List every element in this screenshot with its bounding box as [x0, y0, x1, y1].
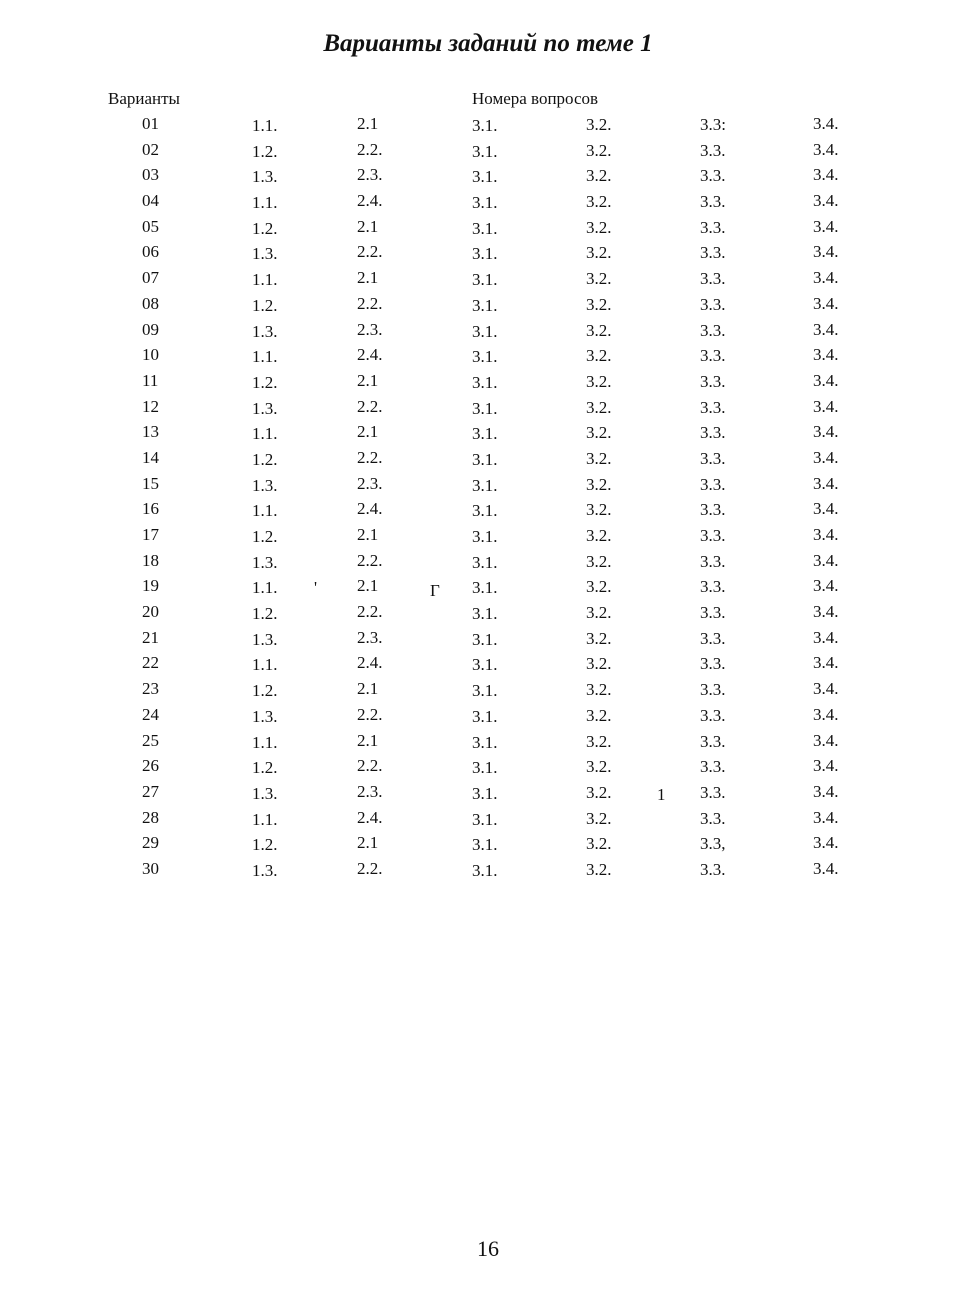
question-number-cell: 3.2.: [586, 603, 612, 623]
variant-number-cell: 18: [142, 550, 159, 570]
question-number-cell: 3.4.: [813, 191, 839, 211]
question-number-cell: 3.1.: [472, 527, 498, 546]
question-number-cell: 3.3.: [700, 705, 726, 725]
table-row: [0, 474, 976, 500]
question-number-cell: 3.1.: [472, 706, 498, 726]
question-number-cell: 3.2.: [586, 320, 612, 340]
variant-number-cell: 10: [142, 345, 159, 365]
question-number-cell: 3.2.: [586, 680, 612, 700]
question-number-cell: 3.1.: [472, 398, 498, 418]
question-number-cell: 3.2.: [586, 808, 612, 828]
table-row: [0, 808, 976, 834]
question-number-cell: 2.1: [357, 216, 379, 236]
question-number-cell: 3.1.: [472, 629, 498, 649]
question-number-cell: 3.4.: [813, 653, 839, 673]
question-number-cell: 1.1.: [252, 732, 278, 752]
question-number-cell: 1.2.: [252, 372, 278, 392]
question-number-cell: 2.4.: [357, 345, 383, 365]
question-number-cell: 1.3.: [252, 552, 278, 572]
table-row: [0, 756, 976, 782]
question-number-cell: 3.2.: [586, 474, 612, 494]
question-number-cell: 2.2.: [357, 550, 383, 570]
question-number-cell: 1.3.: [252, 167, 278, 187]
question-number-cell: 3.3.: [700, 859, 726, 879]
question-number-cell: 1.2.: [252, 758, 278, 778]
table-row: [0, 140, 976, 166]
question-number-cell: 3.2.: [586, 757, 612, 777]
stray-digit-mark: 1: [657, 785, 666, 804]
question-number-cell: 3.3.: [700, 192, 726, 212]
variant-number-cell: 01: [142, 114, 159, 133]
question-number-cell: 2.3.: [357, 781, 383, 801]
table-row: [0, 320, 976, 346]
question-number-cell: 2.1: [357, 576, 379, 596]
table-row: [0, 114, 976, 140]
question-number-cell: 1.1.: [252, 116, 278, 135]
question-number-cell: 3.1.: [472, 552, 498, 572]
question-number-cell: 3.2.: [586, 192, 612, 212]
question-number-cell: 2.3.: [357, 165, 383, 185]
question-number-cell: 3.2.: [586, 294, 612, 314]
variant-number-cell: 27: [142, 781, 159, 801]
question-number-cell: 3.4.: [813, 345, 839, 365]
question-number-cell: 3.4.: [813, 807, 839, 827]
question-number-cell: 3.3,: [700, 834, 726, 854]
question-number-cell: 3.4.: [813, 730, 839, 750]
question-number-cell: 2.1: [357, 730, 379, 750]
question-number-cell: 1.2.: [252, 295, 278, 315]
question-number-cell: 1.1.: [252, 501, 278, 521]
variant-number-cell: 02: [142, 139, 159, 159]
question-number-cell: 2.3.: [357, 473, 383, 493]
question-number-cell: 3.3.: [700, 423, 726, 443]
question-number-cell: 3.1.: [472, 860, 498, 880]
question-number-cell: 3.3.: [700, 808, 726, 828]
question-number-cell: 3.4.: [813, 370, 839, 390]
question-number-cell: 3.2.: [586, 346, 612, 366]
question-number-cell: 3.4.: [813, 216, 839, 236]
question-number-cell: 3.1.: [472, 321, 498, 341]
question-number-cell: 1.3.: [252, 244, 278, 264]
question-number-cell: 2.2.: [357, 602, 383, 622]
question-number-cell: 3.1.: [472, 732, 498, 752]
question-number-cell: 1.1.: [252, 193, 278, 213]
table-row: [0, 551, 976, 577]
question-number-cell: 3.1.: [472, 783, 498, 803]
question-number-cell: 3.4.: [813, 114, 839, 133]
question-number-cell: 3.1.: [472, 449, 498, 469]
question-number-cell: 3.2.: [586, 628, 612, 648]
table-row: [0, 602, 976, 628]
question-number-cell: 3.1.: [472, 218, 498, 238]
table-row: [0, 268, 976, 294]
variant-number-cell: 20: [142, 602, 159, 622]
question-number-cell: 1.3.: [252, 321, 278, 341]
variant-number-cell: 13: [142, 422, 159, 442]
question-number-cell: 3.3.: [700, 731, 726, 751]
question-number-cell: 2.2.: [357, 858, 383, 878]
question-number-cell: 3.1.: [472, 681, 498, 701]
question-number-cell: 3.4.: [813, 679, 839, 699]
variant-number-cell: 23: [142, 679, 159, 699]
question-number-cell: 1.2.: [252, 218, 278, 238]
table-row: [0, 782, 976, 808]
question-number-cell: 3.4.: [813, 422, 839, 442]
question-number-cell: 3.2.: [586, 217, 612, 237]
table-row: [0, 422, 976, 448]
question-number-cell: 3.3.: [700, 217, 726, 237]
question-number-cell: 1.3.: [252, 706, 278, 726]
variant-number-cell: 12: [142, 396, 159, 416]
variant-number-cell: 26: [142, 756, 159, 776]
question-number-cell: 2.4.: [357, 653, 383, 673]
question-number-cell: 1.3.: [252, 398, 278, 418]
question-number-cell: 2.4.: [357, 499, 383, 519]
question-number-cell: 1.1.: [252, 270, 278, 290]
question-number-cell: 2.2.: [357, 704, 383, 724]
question-number-cell: 3.2.: [586, 269, 612, 289]
question-number-cell: 3.3.: [700, 654, 726, 674]
question-number-cell: 3.2.: [586, 834, 612, 854]
variant-number-cell: 07: [142, 268, 159, 288]
question-number-cell: 3.4.: [813, 139, 839, 159]
question-number-cell: 3.3.: [700, 603, 726, 623]
question-number-cell: 1.2.: [252, 604, 278, 624]
question-number-cell: 2.2.: [357, 756, 383, 776]
question-number-cell: 3.4.: [813, 293, 839, 313]
variants-column-header: Варианты: [108, 89, 180, 108]
question-number-cell: 3.2.: [586, 782, 612, 802]
question-number-cell: 3.1.: [472, 347, 498, 367]
question-number-cell: 3.4.: [813, 858, 839, 878]
questions-column-header: Номера вопросов: [472, 89, 599, 108]
stray-letter-mark: Г: [430, 581, 440, 600]
variant-number-cell: 04: [142, 191, 159, 211]
variant-number-cell: 06: [142, 242, 159, 262]
question-number-cell: 3.3.: [700, 346, 726, 366]
variant-number-cell: 05: [142, 216, 159, 236]
question-number-cell: 3.2.: [586, 731, 612, 751]
variant-number-cell: 28: [142, 807, 159, 827]
question-number-cell: 3.3.: [700, 500, 726, 520]
question-number-cell: 3.3:: [700, 115, 726, 134]
variant-number-cell: 15: [142, 473, 159, 493]
question-number-cell: 3.4.: [813, 602, 839, 622]
question-number-cell: 3.4.: [813, 833, 839, 853]
question-number-cell: 3.2.: [586, 500, 612, 520]
question-number-cell: 3.4.: [813, 499, 839, 519]
question-number-cell: 3.1.: [472, 604, 498, 624]
question-number-cell: 3.4.: [813, 576, 839, 596]
question-number-cell: 1.2.: [252, 449, 278, 469]
question-number-cell: 3.1.: [472, 244, 498, 264]
variant-number-cell: 24: [142, 704, 159, 724]
question-number-cell: 3.3.: [700, 397, 726, 417]
question-number-cell: 3.3.: [700, 577, 726, 597]
question-number-cell: 3.2.: [586, 140, 612, 160]
table-row: [0, 628, 976, 654]
question-number-cell: 1.2.: [252, 141, 278, 161]
question-number-cell: 3.2.: [586, 705, 612, 725]
question-number-cell: 2.3.: [357, 627, 383, 647]
question-number-cell: 3.2.: [586, 654, 612, 674]
variant-number-cell: 14: [142, 447, 159, 467]
question-number-cell: 3.4.: [813, 525, 839, 544]
question-number-cell: 2.2.: [357, 396, 383, 416]
question-number-cell: 1.1.: [252, 655, 278, 675]
question-number-cell: 1.3.: [252, 860, 278, 880]
question-number-cell: 2.2.: [357, 242, 383, 262]
question-number-cell: 2.1: [357, 114, 379, 133]
question-number-cell: 3.3.: [700, 757, 726, 777]
question-number-cell: 3.2.: [586, 859, 612, 879]
variant-number-cell: 30: [142, 858, 159, 878]
table-row: [0, 576, 976, 602]
question-number-cell: 3.2.: [586, 371, 612, 391]
question-number-cell: 3.1.: [472, 424, 498, 444]
question-number-cell: 3.3.: [700, 782, 726, 802]
variant-number-cell: 25: [142, 730, 159, 750]
table-row: [0, 217, 976, 243]
question-number-cell: 3.4.: [813, 781, 839, 801]
table-row: [0, 294, 976, 320]
question-number-cell: 3.1.: [472, 372, 498, 392]
question-number-cell: 2.1: [357, 370, 379, 390]
question-number-cell: 3.2.: [586, 526, 612, 545]
question-number-cell: 2.1: [357, 268, 379, 288]
question-number-cell: 3.3.: [700, 526, 726, 545]
question-number-cell: 3.1.: [472, 501, 498, 521]
variant-number-cell: 17: [142, 525, 159, 544]
question-number-cell: 3.1.: [472, 295, 498, 315]
question-number-cell: 3.3.: [700, 269, 726, 289]
question-number-cell: 1.2.: [252, 681, 278, 701]
question-number-cell: 2.4.: [357, 807, 383, 827]
question-number-cell: 3.4.: [813, 473, 839, 493]
question-number-cell: 3.3.: [700, 628, 726, 648]
table-row: [0, 679, 976, 705]
table-row: [0, 371, 976, 397]
question-number-cell: 3.3.: [700, 294, 726, 314]
page-title: Варианты заданий по теме 1: [323, 30, 653, 57]
variant-number-cell: 22: [142, 653, 159, 673]
variant-number-cell: 29: [142, 833, 159, 853]
question-number-cell: 3.4.: [813, 627, 839, 647]
question-number-cell: 3.3.: [700, 680, 726, 700]
question-number-cell: 1.1.: [252, 578, 278, 598]
question-number-cell: 3.1.: [472, 167, 498, 187]
table-row: [0, 345, 976, 371]
question-number-cell: 1.2.: [252, 527, 278, 546]
question-number-cell: 3.3.: [700, 320, 726, 340]
question-number-cell: 3.3.: [700, 371, 726, 391]
table-row: [0, 525, 976, 551]
question-number-cell: 3.1.: [472, 270, 498, 290]
question-number-cell: 3.3.: [700, 551, 726, 571]
variants-table: [0, 114, 976, 885]
table-row: [0, 653, 976, 679]
variant-number-cell: 11: [142, 370, 159, 390]
table-row: [0, 705, 976, 731]
table-row: [0, 731, 976, 757]
question-number-cell: 3.4.: [813, 165, 839, 185]
question-number-cell: 2.1: [357, 833, 379, 853]
variant-number-cell: 16: [142, 499, 159, 519]
table-row: [0, 242, 976, 268]
page-number: 16: [477, 1236, 499, 1261]
question-number-cell: 1.3.: [252, 629, 278, 649]
table-row: [0, 859, 976, 885]
question-number-cell: 2.1: [357, 525, 379, 544]
question-number-cell: 3.3.: [700, 140, 726, 160]
question-number-cell: 1.3.: [252, 783, 278, 803]
question-number-cell: 3.4.: [813, 704, 839, 724]
question-number-cell: 3.3.: [700, 448, 726, 468]
question-number-cell: 3.2.: [586, 577, 612, 597]
question-number-cell: 1.1.: [252, 424, 278, 444]
table-row: [0, 499, 976, 525]
question-number-cell: 3.1.: [472, 835, 498, 855]
question-number-cell: 3.2.: [586, 166, 612, 186]
question-number-cell: 3.4.: [813, 447, 839, 467]
question-number-cell: 3.2.: [586, 397, 612, 417]
question-number-cell: 2.1: [357, 422, 379, 442]
question-number-cell: 3.1.: [472, 809, 498, 829]
question-number-cell: 3.4.: [813, 319, 839, 339]
question-number-cell: 3.3.: [700, 166, 726, 186]
question-number-cell: 3.4.: [813, 242, 839, 262]
stray-tick-mark: ': [314, 578, 318, 597]
question-number-cell: 3.1.: [472, 758, 498, 778]
question-number-cell: 3.1.: [472, 141, 498, 161]
question-number-cell: 2.4.: [357, 191, 383, 211]
variant-number-cell: 21: [142, 627, 159, 647]
variant-number-cell: 08: [142, 293, 159, 313]
question-number-cell: 1.3.: [252, 475, 278, 495]
question-number-cell: 3.4.: [813, 396, 839, 416]
table-row: [0, 448, 976, 474]
question-number-cell: 3.4.: [813, 756, 839, 776]
question-number-cell: 2.1: [357, 679, 379, 699]
question-number-cell: 3.3.: [700, 474, 726, 494]
question-number-cell: 3.2.: [586, 448, 612, 468]
question-number-cell: 2.2.: [357, 139, 383, 159]
question-number-cell: 3.1.: [472, 578, 498, 598]
variant-number-cell: 09: [142, 319, 159, 339]
question-number-cell: 3.2.: [586, 423, 612, 443]
question-number-cell: 3.1.: [472, 116, 498, 135]
question-number-cell: 3.3.: [700, 243, 726, 263]
question-number-cell: 1.2.: [252, 835, 278, 855]
question-number-cell: 2.2.: [357, 293, 383, 313]
question-number-cell: 3.4.: [813, 268, 839, 288]
question-number-cell: 2.2.: [357, 447, 383, 467]
variant-number-cell: 03: [142, 165, 159, 185]
question-number-cell: 1.1.: [252, 809, 278, 829]
question-number-cell: 3.1.: [472, 655, 498, 675]
question-number-cell: 3.1.: [472, 193, 498, 213]
question-number-cell: 3.2.: [586, 243, 612, 263]
table-row: [0, 833, 976, 859]
question-number-cell: 3.1.: [472, 475, 498, 495]
question-number-cell: 1.1.: [252, 347, 278, 367]
question-number-cell: 3.4.: [813, 550, 839, 570]
question-number-cell: 2.3.: [357, 319, 383, 339]
table-row: [0, 397, 976, 423]
question-number-cell: 3.2.: [586, 115, 612, 134]
variant-number-cell: 19: [142, 576, 159, 596]
table-row: [0, 165, 976, 191]
table-row: [0, 191, 976, 217]
question-number-cell: 3.2.: [586, 551, 612, 571]
